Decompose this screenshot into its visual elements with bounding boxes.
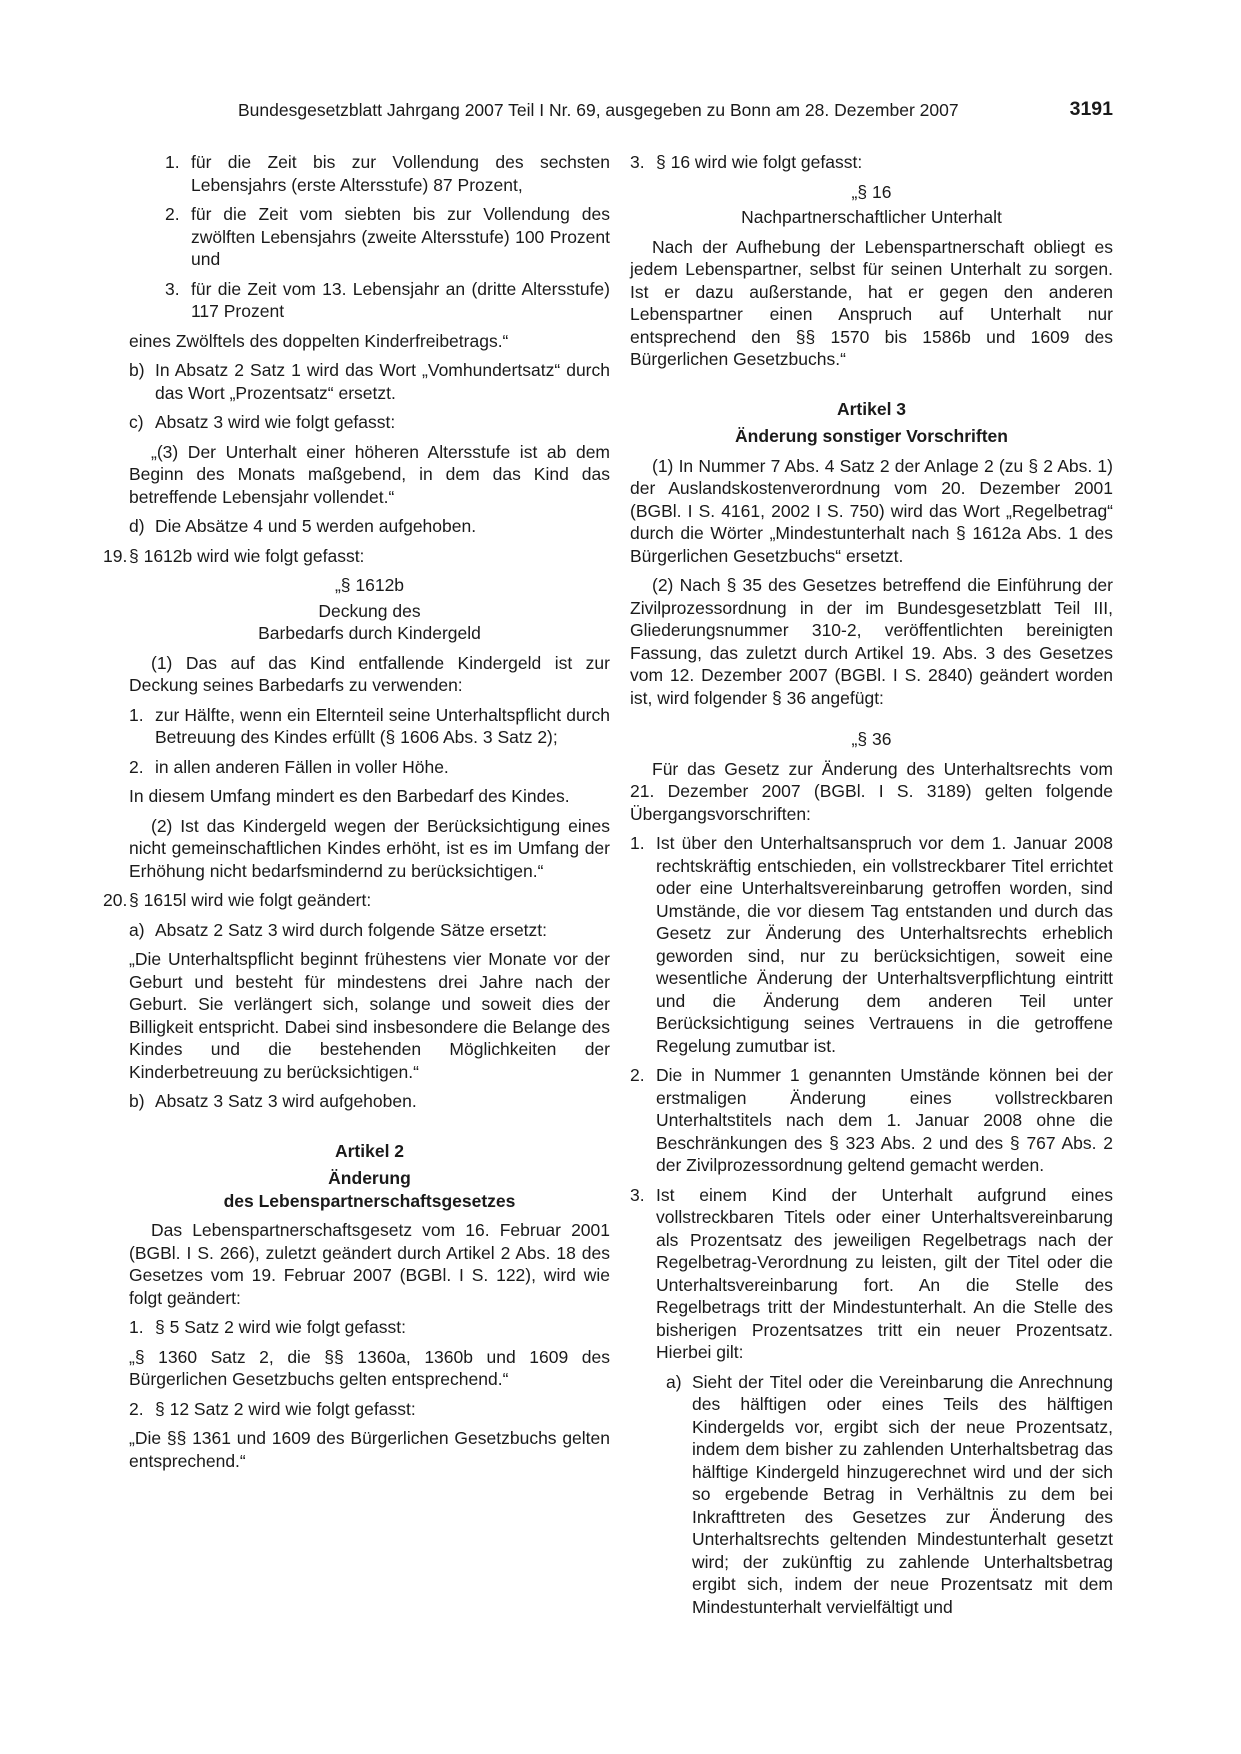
list-item bbox=[630, 1184, 1113, 1364]
paragraph: (1) Das auf das Kind entfallende Kindergeld ist zur Deckung seines Barbedarfs zu verwenden: bbox=[129, 652, 610, 695]
paragraph: Für das Gesetz zur Änderung des Unterhaltsrechts vom 21. Dezember 2007 (BGBl. I S. 3189) gelten folgende Übergangsvorschriften: bbox=[630, 758, 1113, 824]
list-text: Ist einem Kind der Unterhalt aufgrund eines vollstreckbaren Titels oder einer Unterhaltsvereinbarung als Prozentsatz des jeweiligen Regelbetrags nach der Regelbetrag-Verordnung zu leisten, gilt der Titel oder die Unterhaltsvereinbarung fort. An die Stelle des Regelbetrags tritt der Mindestunterhalt. An die Stelle des bisherigen Prozentsatzes tritt ein neuer Prozentsatz. Hierbei gilt: bbox=[656, 1184, 1113, 1362]
list-item bbox=[129, 756, 610, 779]
list-item bbox=[630, 832, 1113, 1057]
list-marker: 1. bbox=[630, 833, 645, 853]
paragraph: In diesem Umfang mindert es den Barbedarf des Kindes. bbox=[129, 786, 570, 806]
list-item bbox=[103, 545, 610, 568]
list-text: Absatz 2 Satz 3 wird durch folgende Sätze ersetzt: bbox=[155, 919, 548, 940]
page-header bbox=[130, 100, 1113, 130]
list-marker: 3. bbox=[630, 152, 645, 172]
list-marker: a) bbox=[129, 919, 145, 940]
list-text: in allen anderen Fällen in voller Höhe. bbox=[155, 756, 449, 777]
section-title: Deckung des bbox=[318, 600, 421, 621]
list-text: § 5 Satz 2 wird wie folgt gefasst: bbox=[155, 1317, 406, 1337]
quote-paragraph: „Die §§ 1361 und 1609 des Bürgerlichen Gesetzbuchs gelten entsprechend.“ bbox=[129, 1428, 610, 1471]
list-text: Sieht der Titel oder die Vereinbarung die Anrechnung des hälftigen oder eines Teils des hälftigen Kindergelds vor, ergibt sich der neue Prozentsatz, indem dem bisher zu zahlenden Unterhaltsbetrag das hälftige Kindergeld hinzugerechnet wird und der sich so ergebende Betrag in Verhältnis zu dem bei Inkrafttreten des Gesetzes zur Änderung des Unterhaltsrechts geltenden Mindestunterhalt gesetzt wird; der zukünftig zu zahlende Unterhaltsbetrag ergibt sich, indem der neue Prozentsatz mit dem Mindestunterhalt vervielfältigt und bbox=[692, 1371, 1113, 1617]
list-marker: c) bbox=[129, 412, 144, 432]
quote-paragraph: „§ 1360 Satz 2, die §§ 1360a, 1360b und 1609 des Bürgerlichen Gesetzbuchs gelten entsprechend.“ bbox=[129, 1346, 610, 1389]
list-item bbox=[630, 1064, 1113, 1177]
list-item bbox=[129, 704, 610, 749]
list-marker: b) bbox=[129, 360, 145, 380]
list-marker: 20. bbox=[103, 890, 128, 910]
list-text: für die Zeit bis zur Vollendung des sechsten Lebensjahrs (erste Altersstufe) 87 Prozent, bbox=[191, 152, 610, 195]
section-number: „§ 16 bbox=[851, 181, 892, 202]
right-column bbox=[630, 151, 1113, 1625]
list-marker: b) bbox=[129, 1091, 145, 1111]
list-item bbox=[129, 411, 610, 434]
list-marker: 2. bbox=[129, 1398, 144, 1419]
list-text: Ist über den Unterhaltsanspruch vor dem 1. Januar 2008 rechtskräftig entschieden, ein vollstreckbarer Titel errichtet oder eine Unterhaltsvereinbarung getroffen worden, sind Umstände, die vor diesem Tag entstanden und durch das Gesetz zur Änderung des Unterhaltsrechts erheblich geworden sind, nur zu berücksichtigen, soweit eine wesentliche Änderung der Unterhaltsverpflichtung eintritt und die Änderung dem anderen Teil unter Berücksichtigung seines Vertrauens in die getroffene Regelung zumutbar ist. bbox=[656, 833, 1113, 1056]
list-item bbox=[129, 151, 610, 196]
list-item bbox=[129, 203, 610, 271]
quote-paragraph: „Die Unterhaltspflicht beginnt frühestens vier Monate vor der Geburt und besteht für mindestens drei Jahre nach der Geburt. Sie verlängert sich, solange und soweit dies der Billigkeit entspricht. Dabei sind insbesondere die Belange des Kindes und die bestehenden Möglichkeiten der Kinderbetreuung zu berücksichtigen.“ bbox=[129, 949, 610, 1082]
list-text: Die in Nummer 1 genannten Umstände können bei der erstmaligen Änderung eines vollstreckbaren Unterhaltstitels nach dem 1. Januar 2008 ohne die Beschränkungen des § 323 Abs. 2 und des § 767 Abs. 2 der Zivilprozessordnung geltend gemacht werden. bbox=[656, 1065, 1113, 1175]
list-marker: 1. bbox=[165, 152, 180, 172]
article-subheading: Änderung bbox=[328, 1168, 411, 1188]
list-marker: d) bbox=[129, 516, 145, 536]
list-marker: 2. bbox=[630, 1065, 645, 1085]
article-subheading: des Lebenspartnerschaftsgesetzes bbox=[223, 1190, 516, 1211]
article-heading: Artikel 2 bbox=[334, 1140, 405, 1161]
list-item bbox=[129, 1316, 610, 1339]
page-number: 3191 bbox=[1069, 98, 1113, 120]
list-item bbox=[129, 278, 610, 323]
list-item bbox=[129, 1090, 610, 1113]
paragraph: (2) Nach § 35 des Gesetzes betreffend die Einführung der Zivilprozessordnung in der im Bundesgesetzblatt Teil III, Gliederungsnummer 310-2, veröffentlichten bereinigten Fassung, das zuletzt durch Artikel 19. Abs. 3 des Gesetzes vom 12. Dezember 2007 (BGBl. I S. 2840) geändert worden ist, wird folgender § 36 angefügt: bbox=[630, 575, 1113, 708]
list-text: Absatz 3 Satz 3 wird aufgehoben. bbox=[155, 1091, 417, 1111]
paragraph: eines Zwölftels des doppelten Kinderfreibetrags.“ bbox=[129, 330, 509, 351]
list-item bbox=[103, 889, 610, 912]
paragraph: Nach der Aufhebung der Lebenspartnerschaft obliegt es jedem Lebenspartner, selbst für seinen Unterhalt zu sorgen. Ist er dazu außerstande, hat er gegen den anderen Lebenspartner einen Anspruch auf Unterhalt nur entsprechend den §§ 1570 bis 1586b und 1609 des Bürgerlichen Gesetzbuchs.“ bbox=[630, 236, 1113, 369]
list-text: für die Zeit vom 13. Lebensjahr an (dritte Altersstufe) 117 Prozent bbox=[191, 278, 610, 321]
list-item bbox=[630, 1371, 1113, 1619]
left-column bbox=[103, 151, 610, 1479]
list-marker: 3. bbox=[630, 1184, 645, 1205]
list-text: § 1612b wird wie folgt gefasst: bbox=[129, 545, 365, 566]
header-title: Bundesgesetzblatt Jahrgang 2007 Teil I Nr. 69, ausgegeben zu Bonn am 28. Dezember 2007 bbox=[238, 100, 959, 120]
list-marker: 3. bbox=[165, 278, 180, 299]
list-item bbox=[129, 919, 610, 942]
list-item bbox=[129, 1398, 610, 1421]
paragraph: (2) Ist das Kindergeld wegen der Berücksichtigung eines nicht gemeinschaftlichen Kindes erhöht, ist es im Umfang der Erhöhung nicht bedarfsmindernd zu berücksichtigen.“ bbox=[129, 815, 610, 881]
list-marker: 1. bbox=[129, 704, 144, 725]
section-title: Nachpartnerschaftlicher Unterhalt bbox=[741, 207, 1002, 227]
list-marker: a) bbox=[666, 1371, 682, 1392]
list-marker: 2. bbox=[165, 204, 180, 224]
list-item bbox=[129, 515, 610, 538]
list-text: für die Zeit vom siebten bis zur Vollendung des zwölften Lebensjahrs (zweite Altersstufe) 100 Prozent und bbox=[191, 204, 610, 269]
list-text: § 16 wird wie folgt gefasst: bbox=[656, 152, 863, 172]
list-item bbox=[630, 151, 1113, 174]
section-number: „§ 1612b bbox=[334, 575, 405, 595]
list-marker: 2. bbox=[129, 756, 144, 777]
section-number: „§ 36 bbox=[851, 729, 892, 749]
paragraph: (1) In Nummer 7 Abs. 4 Satz 2 der Anlage 2 (zu § 2 Abs. 1) der Auslandskostenverordnung vom 20. Dezember 2001 (BGBl. I S. 4161, 2002 I S. 750) wird das Wort „Regelbetrag“ durch die Wörter „Mindestunterhalt nach § 1612a Abs. 1 des Bürgerlichen Gesetzbuchs“ ersetzt. bbox=[630, 455, 1113, 566]
paragraph: Das Lebenspartnerschaftsgesetz vom 16. Februar 2001 (BGBl. I S. 266), zuletzt geändert durch Artikel 2 Abs. 18 des Gesetzes vom 19. Februar 2007 (BGBl. I S. 122), wird wie folgt geändert: bbox=[129, 1220, 610, 1308]
quote-paragraph: „(3) Der Unterhalt einer höheren Altersstufe ist ab dem Beginn des Monats maßgebend, in dem das Kind das betreffende Lebensjahr vollendet.“ bbox=[129, 441, 610, 507]
list-text: § 1615l wird wie folgt geändert: bbox=[129, 890, 372, 910]
list-marker: 1. bbox=[129, 1317, 144, 1337]
list-text: zur Hälfte, wenn ein Elternteil seine Unterhaltspflicht durch Betreuung des Kindes erfüllt (§ 1606 Abs. 3 Satz 2); bbox=[155, 704, 610, 747]
article-heading: Artikel 3 bbox=[836, 398, 907, 419]
section-title: Barbedarfs durch Kindergeld bbox=[258, 623, 481, 643]
list-text: In Absatz 2 Satz 1 wird das Wort „Vomhundertsatz“ durch das Wort „Prozentsatz“ ersetzt. bbox=[155, 360, 610, 403]
list-marker: 19. bbox=[103, 545, 128, 566]
list-text: Absatz 3 wird wie folgt gefasst: bbox=[155, 412, 396, 432]
list-item bbox=[129, 359, 610, 404]
list-text: Die Absätze 4 und 5 werden aufgehoben. bbox=[155, 516, 477, 536]
list-text: § 12 Satz 2 wird wie folgt gefasst: bbox=[155, 1398, 416, 1419]
article-subheading: Änderung sonstiger Vorschriften bbox=[735, 426, 1008, 446]
